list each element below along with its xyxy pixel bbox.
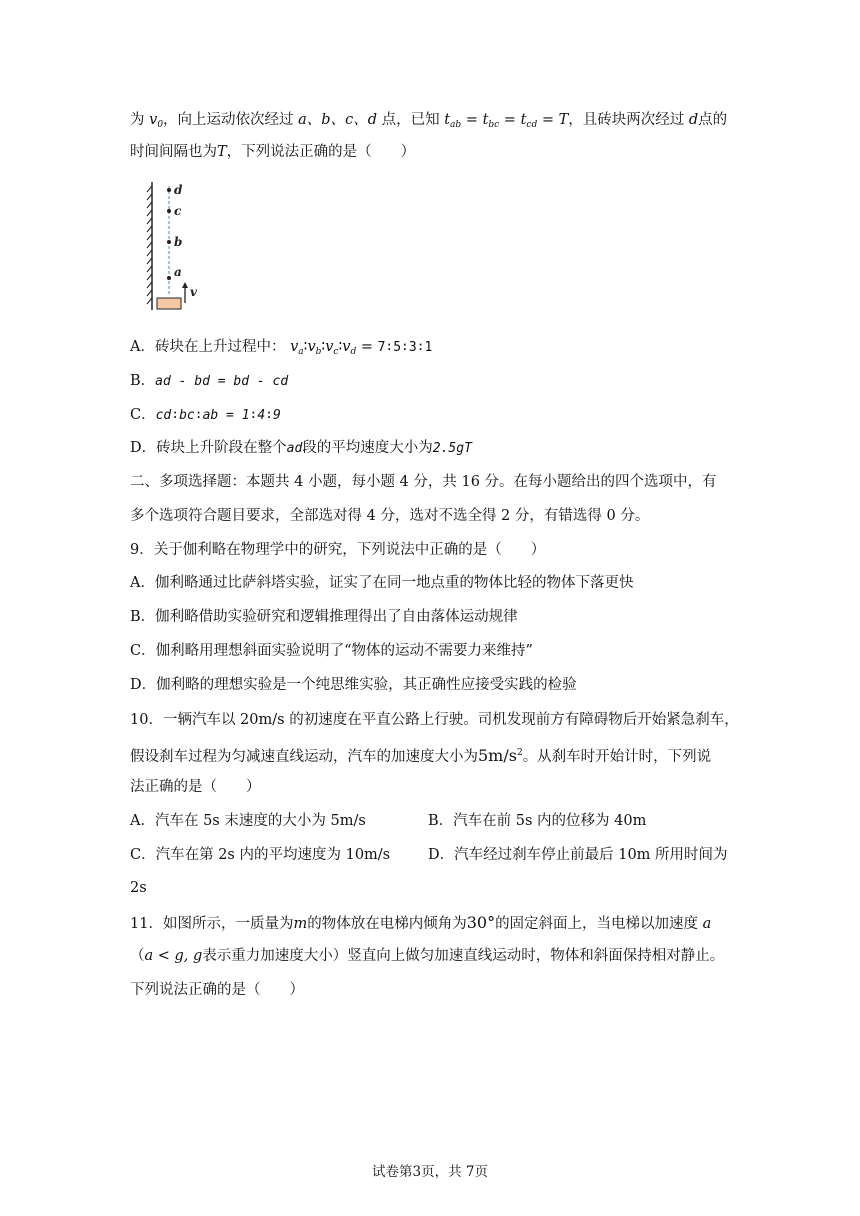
q10-option-b: B．汽车在前 5s 内的位移为 40m [428, 813, 647, 829]
point-a [167, 276, 171, 280]
label-a: a [174, 265, 182, 279]
label-c: c [174, 204, 182, 218]
section2-line1: 二、多项选择题：本题共 4 小题，每小题 4 分，共 16 分。在每小题给出的四个选项中，有 [130, 474, 717, 490]
point-d [167, 188, 171, 192]
q10-option-a: A．汽车在 5s 末速度的大小为 5m/s [130, 813, 366, 829]
q11-stem-line3: 下列说法正确的是（ ） [130, 982, 304, 998]
q10-stem-line3: 法正确的是（ ） [130, 779, 261, 795]
q8-option-b: B．ad - bd = bd - cd [130, 373, 289, 389]
brick [157, 298, 181, 309]
q9-stem: 9．关于伽利略在物理学中的研究，下列说法中正确的是（ ） [130, 542, 546, 558]
label-d: d [174, 183, 183, 197]
q8-stem-line1: 为 $v_0$，向上运动依次经过 a、b、c、d 点，已知 $t_{ab} = t_{bc} = t_{cd} = T$，且砖块两次经过 d点的 [130, 112, 728, 130]
q8-option-a: A．砖块在上升过程中： $v_a∶v_b∶v_c∶v_d$ = 7∶5∶3∶1 [130, 339, 433, 357]
q10-option-d-cont: 2s [130, 880, 147, 896]
section2-line2: 多个选项符合题目要求，全部选对得 4 分，选对不选全得 2 分，有错选得 0 分。 [130, 508, 650, 524]
brick-wall-figure [140, 178, 210, 314]
page-footer: 试卷第3页，共 7页 [372, 1164, 488, 1180]
q10-stem-line2: 假设刹车过程为匀减速直线运动，汽车的加速度大小为$5m/s^2$。从刹车时开始计时，下列说 [130, 745, 712, 765]
q9-option-c: C．伽利略用理想斜面实验说明了“物体的运动不需要力来维持” [130, 643, 533, 659]
q8-stem-line2: 时间间隔也为T，下列说法正确的是（ ） [130, 144, 416, 160]
q10-option-c: C．汽车在第 2s 内的平均速度为 10m/s [130, 847, 391, 863]
q11-stem-line1: 11．如图所示，一质量为m的物体放在电梯内倾角为30°的固定斜面上，当电梯以加速度 a [130, 913, 712, 932]
q11-stem-line2: （a < g, g表示重力加速度大小）竖直向上做匀加速直线运动时，物体和斜面保持相对静止。 [130, 948, 725, 964]
q10-option-d: D．汽车经过刹车停止前最后 10m 所用时间为 [428, 847, 728, 863]
q9-option-d: D．伽利略的理想实验是一个纯思维实验，其正确性应接受实践的检验 [130, 677, 577, 693]
q8-option-c: C．cd∶bc∶ab = 1∶4∶9 [130, 407, 281, 423]
label-v: v [190, 285, 197, 299]
q9-option-b: B．伽利略借助实验研究和逻辑推理得出了自由落体运动规律 [130, 609, 518, 625]
point-b [167, 240, 171, 244]
q8-option-d: D．砖块上升阶段在整个ad段的平均速度大小为2.5gT [130, 440, 472, 456]
q9-option-a: A．伽利略通过比萨斜塔实验，证实了在同一地点重的物体比轻的物体下落更快 [130, 575, 634, 591]
q10-stem-line1: 10．一辆汽车以 20m/s 的初速度在平直公路上行驶。司机发现前方有障碍物后开始紧急刹车， [130, 712, 739, 728]
label-b: b [174, 235, 183, 249]
point-c [167, 209, 171, 213]
